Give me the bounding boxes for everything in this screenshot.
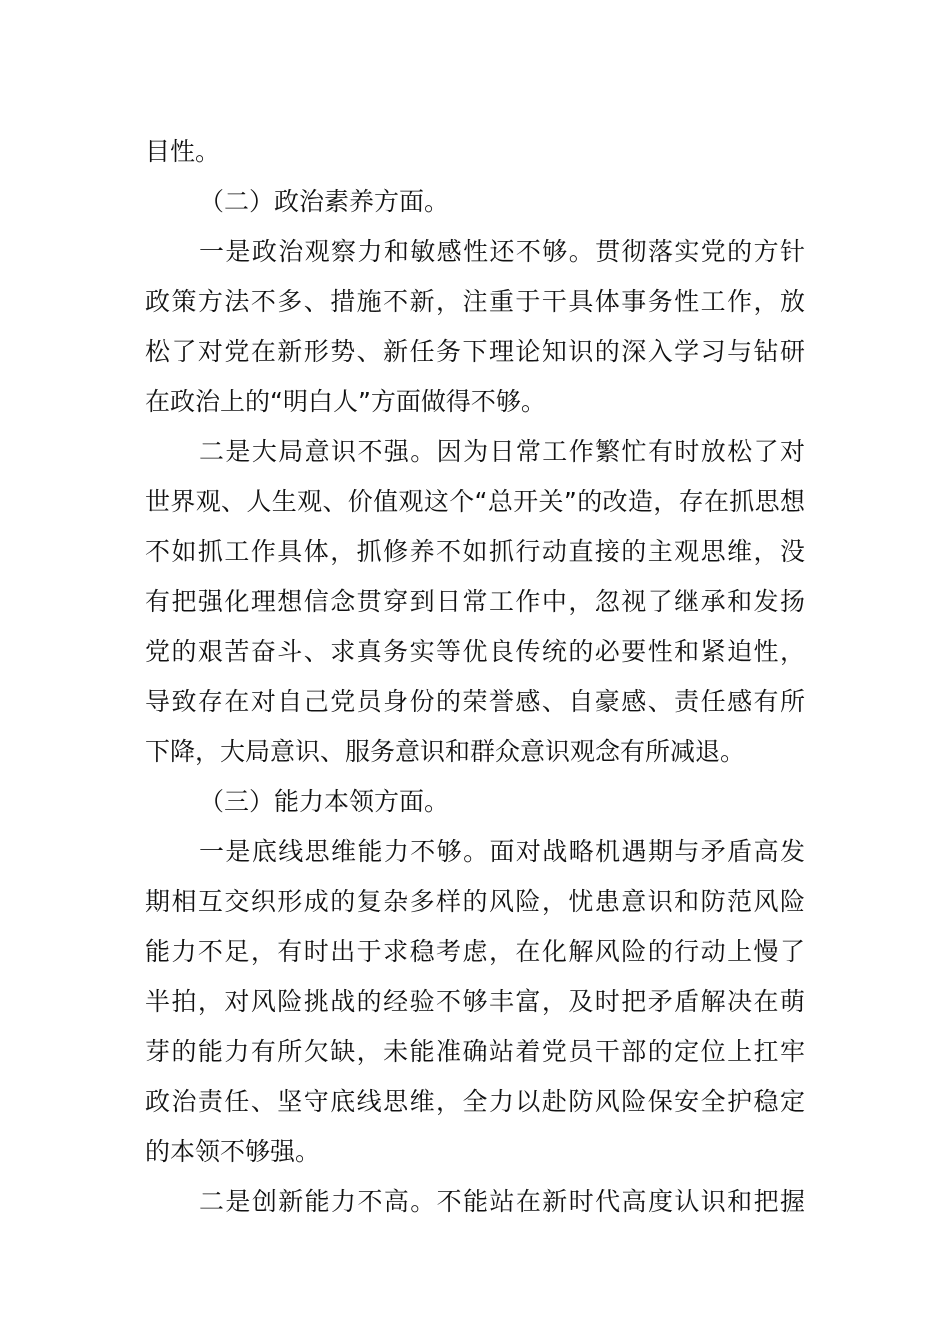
text-line: 期相互交织形成的复杂多样的风险，忧患意识和防范风险 <box>145 887 805 916</box>
text-line: 不如抓工作具体，抓修养不如抓行动直接的主观思维，没 <box>145 537 805 566</box>
paragraph-first-line: （二）政治素养方面。 <box>199 187 450 216</box>
text-line: 世界观、人生观、价值观这个“总开关”的改造，存在抓思想 <box>145 487 805 516</box>
paragraph-first-line: （三）能力本领方面。 <box>199 787 450 816</box>
text-line: 政策方法不多、措施不新，注重于干具体事务性工作，放 <box>145 287 805 316</box>
paragraph-first-line: 二是大局意识不强。因为日常工作繁忙有时放松了对 <box>199 437 805 466</box>
text-line: 芽的能力有所欠缺，未能准确站着党员干部的定位上扛牢 <box>145 1037 805 1066</box>
text-line: 下降，大局意识、服务意识和群众意识观念有所减退。 <box>145 737 746 766</box>
text-line: 导致存在对自己党员身份的荣誉感、自豪感、责任感有所 <box>145 687 805 716</box>
text-line: 的本领不够强。 <box>145 1137 321 1166</box>
paragraph-first-line: 二是创新能力不高。不能站在新时代高度认识和把握 <box>199 1187 805 1216</box>
text-line: 有把强化理想信念贯穿到日常工作中，忽视了继承和发扬 <box>145 587 805 616</box>
paragraph-first-line: 一是底线思维能力不够。面对战略机遇期与矛盾高发 <box>199 837 805 866</box>
paragraph-first-line: 一是政治观察力和敏感性还不够。贯彻落实党的方针 <box>199 237 805 266</box>
document-body <box>145 127 805 1227</box>
text-line: 目性。 <box>145 137 221 166</box>
text-line: 在政治上的“明白人”方面做得不够。 <box>145 387 546 416</box>
text-line: 松了对党在新形势、新任务下理论知识的深入学习与钻研 <box>145 337 805 366</box>
text-line: 能力不足，有时出于求稳考虑，在化解风险的行动上慢了 <box>145 937 805 966</box>
text-line: 半拍，对风险挑战的经验不够丰富，及时把矛盾解决在萌 <box>145 987 805 1016</box>
text-line: 政治责任、坚守底线思维，全力以赴防风险保安全护稳定 <box>145 1087 805 1116</box>
text-line: 党的艰苦奋斗、求真务实等优良传统的必要性和紧迫性， <box>145 637 805 666</box>
